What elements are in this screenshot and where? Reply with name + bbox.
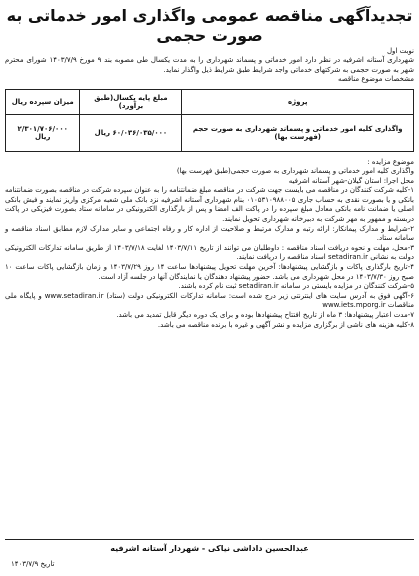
list-item: ۷-مدت اعتبار پیشنهادها: ۳ ماه از تاریخ افتتاح پیشنهادها بوده و برای یک دوره دیگر قابل تمدید می باشد. [116,310,414,319]
table-row [6,114,414,151]
cell-base-amount: ۶۰/۰۳۶/۰۳۵/۰۰۰ ریال [80,114,182,151]
col-deposit: میزان سپرده ریال [6,89,80,114]
col-project: پروژه [182,89,414,114]
list-item: ۸-کلیه هزینه های ناشی از برگزاری مزایده و نشر آگهی و غیره با برنده مناقصه می باشد. [157,320,414,329]
cell-project: واگذاری کلیه امور خدماتی و پسماند شهرداری به صورت حجم (فهرست بها) [182,114,414,151]
notice-title: تجدیدآگهی مناقصه عمومی واگذاری امور خدماتی به صورت حجمی [6,6,413,45]
list-item: ۳-محل، مهلت و نحوه دریافت اسناد مناقصه : داوطلبان می توانند از تاریخ ۱۴۰۳/۷/۱۱ لغایت ۱۴۰۳/۷/۱۸ از طریق سامانه تدارکات الکترونیکی دولت به نشانی setadiran.ir اسناد مناقصه را دریافت نمایند. [5,243,414,262]
subject-text: واگذاری کلیه امور خدماتی و پسماند شهرداری به صورت حجمی(طبق فهرست بها) [176,167,414,176]
subject-label: موضوع مزایده : [367,157,414,166]
notice-date: تاریخ ۱۴۰۳/۷/۹ [11,560,55,568]
list-item: ۶-آگهی فوق به آدرس سایت های اینترنتی زیر درج شده است: سامانه تدارکات الکترونیکی دولت (ستاد) www.setadiran.ir و پایگاه ملی مناقصات www.iets.mporg.ir [5,291,414,310]
list-item: ۲-شرایط و مدارک پیمانکار: ارائه رتبه و مدارک مرتبط و صلاحیت از اداره کار و رفاه اجتماعی و سایر مدارک لازم مطابق اسناد مناقصه و سامانه ستاد. [5,224,414,243]
specs-table [5,89,414,152]
signatory-name: عبدالحسین داداشی نیاکی - شهردار آستانه اشرفیه [110,544,309,553]
location-label: محل اجرا: استان گیلان-شهر آستانه اشرفیه [288,176,414,185]
cell-deposit: ۲/۳۰۱/۷۰۶/۰۰۰ ریال [6,114,80,151]
signature-footer [5,539,414,572]
list-item: ۱-کلیه شرکت کنندگان در مناقصه می بایست جهت شرکت در مناقصه مبلغ ضمانتنامه را به عنوان سپرده شرکت در مناقصه بصورت ضمانتنامه بانکی و یا بصورت نقدی به حساب جاری ۰۱۰۵۳۱۰۹۸۸۰۰۵ بنام شهرداری آستانه اشرفیه نزد بانک ملی شعبه مرکزی واریز نمایند و فیش بانکی اصلی یا ضمانت نامه بانکی معادل مبلغ سپرده را در پاکت الف امضا و پس از بارگذاری الکترونیکی در سامانه ستاد بصورت فیزیکی در پاکت دربسته و ممهور به مهر شرکت به دبیرخانه شهرداری تحویل نمایند. [5,186,414,223]
col-base-amount: مبلغ پایه یکسال(طبق برآورد) [80,89,182,114]
intro-paragraph: شهرداری آستانه اشرفیه در نظر دارد امور خدماتی و پسماند شهرداری را به مدت یکسال طی مصوبه بند ۹ مورخ ۱۴۰۳/۷/۹ شورای محترم شهر به صورت حجمی به شرکتهای خدماتی واجد شرایط طبق شرایط ذیل واگذار نماید. [5,56,414,74]
specs-heading: مشخصات موضوع مناقصه [337,75,414,84]
list-item: ۵-شرکت کنندگان در مزایده بایستی در سامانه setadiran.ir ثبت نام کرده باشند. [178,282,414,291]
notice-subtitle: نوبت اول [386,47,414,55]
conditions-list [5,186,414,330]
list-item: ۴-تاریخ بارگذاری پاکات و بازگشایی پیشنهادها: آخرین مهلت تحویل پیشنهادها ساعت ۱۴ روز ۱۴۰۳/۷/۲۹ و زمان بازگشایی پاکات ساعت ۱۰ صبح روز ۱۴۰۳/۷/۳۰ در محل شهرداری می باشد. حضور پیشنهاد دهندگان یا نمایندگان آنها در جلسه آزاد است. [5,262,415,281]
